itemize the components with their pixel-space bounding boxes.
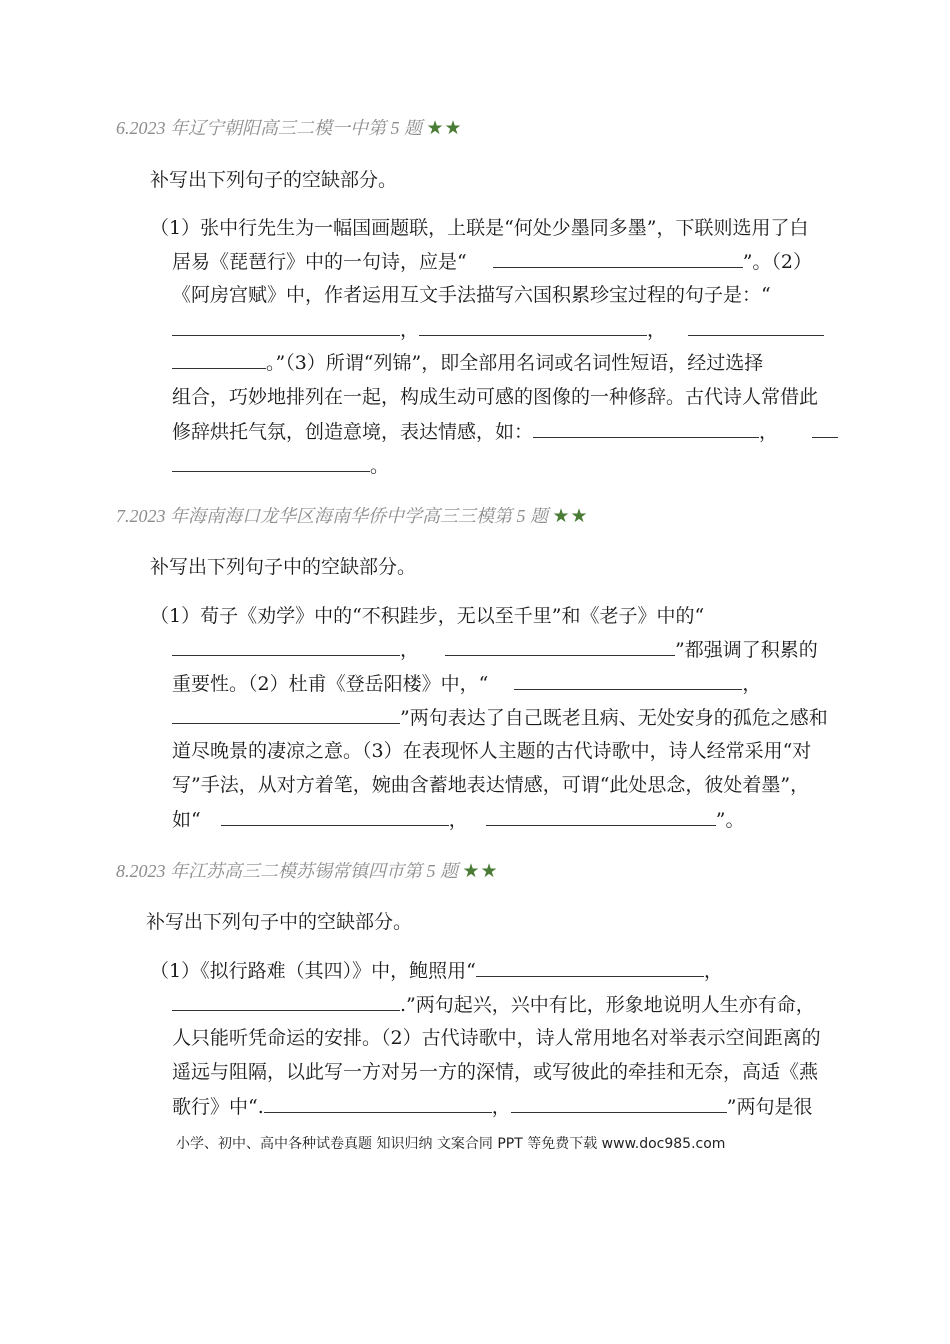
answer-blank[interactable] [172, 992, 400, 1011]
q6-line-3: 《阿房宫赋》中，作者运用互文手法描写六国积累珍宝过程的句子是：“ [172, 284, 771, 306]
q6-line-6: 组合，巧妙地排列在一起，构成生动可感的图像的一种修辞。古代诗人常借此 [172, 386, 819, 408]
answer-blank[interactable] [511, 1094, 727, 1113]
answer-blank[interactable] [486, 807, 716, 826]
answer-blank[interactable] [688, 317, 824, 336]
q8-line-5-tail: ”两句是很 [726, 1096, 813, 1118]
q7-line-5: 道尽晚景的凄凉之意。（3）在表现怀人主题的古代诗歌中，诗人经常采用“对 [172, 740, 812, 762]
answer-blank[interactable] [419, 317, 647, 336]
answer-blank[interactable] [445, 637, 675, 656]
q7-line-4-text: ”两句表达了自己既老且病、无处安身的孤危之感和 [400, 707, 828, 729]
question-6-title-text: 6.2023 年辽宁朝阳高三二模一中第 5 题 [116, 118, 422, 138]
q8-line-2-text: .”两句起兴，兴中有比，形象地说明人生亦有命， [400, 994, 815, 1016]
q7-line-7-text: 如“ [172, 809, 201, 831]
answer-blank[interactable] [221, 807, 449, 826]
answer-blank[interactable] [533, 419, 759, 438]
q8-line-5-comma: ， [491, 1096, 511, 1118]
question-6-title [116, 116, 463, 141]
q8-line-1-text: （1）《拟行路难（其四）》中，鲍照用“ [150, 960, 476, 982]
q6-line-4-comma-1: ， [400, 319, 420, 341]
q7-line-7-comma: ， [448, 809, 468, 831]
q8-line-2 [172, 992, 815, 1017]
answer-blank[interactable] [172, 453, 370, 472]
answer-blank[interactable] [172, 350, 266, 369]
question-7-instruction: 补写出下列句子中的空缺部分。 [150, 556, 417, 578]
difficulty-stars: ★★ [552, 506, 589, 527]
answer-blank[interactable] [172, 637, 400, 656]
q7-line-3-comma: ， [742, 673, 762, 695]
q8-line-5 [172, 1094, 813, 1119]
q8-line-3: 人只能听凭命运的安排。（2）古代诗歌中，诗人常用地名对举表示空间距离的 [172, 1027, 821, 1049]
answer-blank[interactable] [514, 671, 742, 690]
q8-line-1-comma: ， [703, 960, 723, 982]
answer-blank[interactable] [264, 1094, 492, 1113]
q7-line-1: （1）荀子《劝学》中的“不积跬步，无以至千里”和《老子》中的“ [150, 605, 705, 627]
q7-line-2-comma: ， [400, 639, 420, 661]
q7-line-3 [172, 671, 761, 696]
answer-blank[interactable] [172, 317, 400, 336]
q6-line-5 [172, 350, 763, 375]
question-7-title-text: 7.2023 年海南海口龙华区海南华侨中学高三三模第 5 题 [116, 506, 548, 526]
difficulty-stars: ★★ [462, 861, 499, 882]
q6-line-8 [172, 453, 389, 478]
answer-blank[interactable] [812, 419, 838, 438]
answer-blank[interactable] [476, 958, 704, 977]
difficulty-stars: ★★ [426, 118, 463, 139]
q7-line-7 [172, 807, 744, 832]
question-7-title [116, 504, 589, 529]
page-footer: 小学、初中、高中各种试卷真题 知识归纳 文案合同 PPT 等免费下载 www.doc985.com [176, 1136, 726, 1152]
answer-blank[interactable] [172, 705, 400, 724]
q7-line-2-tail: ”都强调了积累的 [675, 639, 818, 661]
q6-line-2 [172, 249, 812, 274]
q6-line-1: （1）张中行先生为一幅国画题联，上联是“何处少墨同多墨”，下联则选用了白 [150, 217, 809, 239]
question-8-instruction: 补写出下列句子中的空缺部分。 [146, 911, 413, 933]
q6-line-7 [172, 419, 838, 444]
q7-line-4 [172, 705, 828, 730]
q6-line-2-text: 居易《琵琶行》中的一句诗，应是“ [172, 251, 467, 273]
q7-line-3-text: 重要性。（2）杜甫《登岳阳楼》中，“ [172, 673, 489, 695]
q7-line-6: 写”手法，从对方着笔，婉曲含蓄地表达情感，可谓“此处思念，彼处着墨”， [172, 774, 810, 796]
q6-line-4 [172, 317, 824, 342]
q8-line-4: 遥远与阻隔，以此写一方对另一方的深情，或写彼此的牵挂和无奈，高适《燕 [172, 1061, 819, 1083]
q8-line-5-text: 歌行》中“. [172, 1096, 264, 1118]
q7-line-2 [172, 637, 818, 662]
answer-blank[interactable] [493, 249, 743, 268]
q8-line-1 [150, 958, 723, 983]
q6-line-4-comma-2: ， [647, 319, 667, 341]
q6-line-5-text: 。”（3）所谓“列锦”，即全部用名词或名词性短语，经过选择 [266, 352, 764, 374]
question-8-title [116, 859, 499, 884]
q6-line-2-tail: ”。（2） [742, 251, 813, 273]
q6-line-7-comma: ， [759, 421, 779, 443]
question-8-title-text: 8.2023 年江苏高三二模苏锡常镇四市第 5 题 [116, 861, 458, 881]
q6-line-7-text: 修辞烘托气氛，创造意境，表达情感，如： [172, 421, 534, 443]
question-6-instruction: 补写出下列句子的空缺部分。 [150, 169, 398, 191]
q7-line-7-tail: ”。 [715, 809, 745, 831]
q6-line-8-period: 。 [370, 455, 390, 477]
